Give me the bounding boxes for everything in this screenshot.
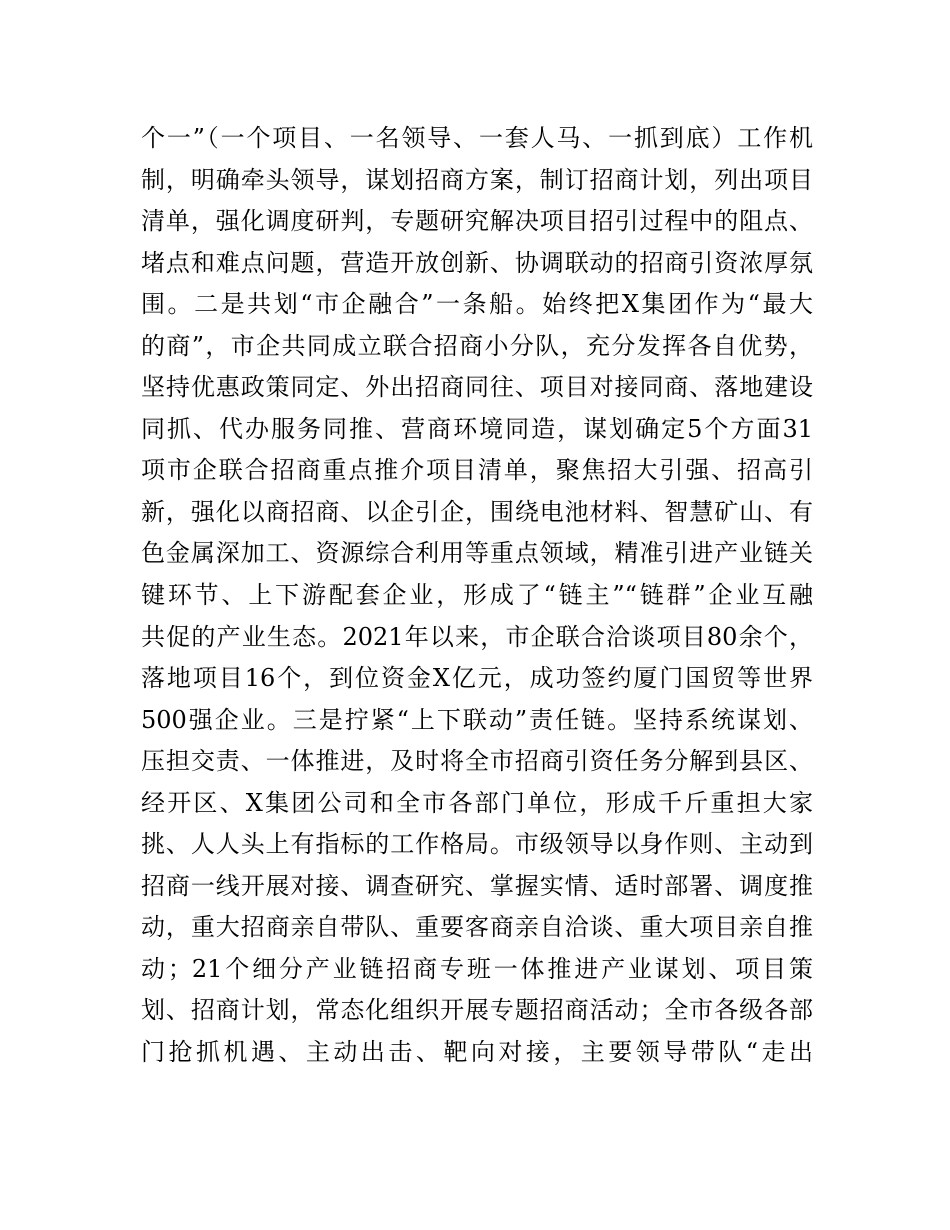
text-line-20: 动，重大招商亲自带队、重要客商亲自洽谈、重大项目亲自推 (141, 913, 813, 942)
text-line-17: 经开区、X集团公司和全市各部门单位，形成千斤重担大家 (141, 788, 813, 817)
text-line-16: 压担交责、一体推进，及时将全市招商引资任务分解到县区、 (141, 747, 813, 776)
text-line-9: 项市企联合招商重点推介项目清单，聚焦招大引强、招高引 (141, 456, 813, 485)
text-line-5: 围。二是共划“市企融合”一条船。始终把X集团作为“最大 (141, 290, 813, 319)
document-body (141, 118, 813, 1074)
text-line-18: 挑、人人头上有指标的工作格局。市级领导以身作则、主动到 (141, 830, 813, 859)
text-line-23: 门抢抓机遇、主动出击、靶向对接，主要领导带队“走出 (141, 1038, 813, 1067)
text-line-13: 共促的产业生态。2021年以来，市企联合洽谈项目80余个， (141, 622, 813, 651)
text-line-11: 色金属深加工、资源综合利用等重点领域，精准引进产业链关 (141, 539, 813, 568)
text-line-12: 键环节、上下游配套企业，形成了“链主”“链群”企业互融 (141, 581, 813, 610)
text-line-6: 的商”，市企共同成立联合招商小分队，充分发挥各自优势， (141, 331, 813, 360)
text-line-8: 同抓、代办服务同推、营商环境同造，谋划确定5个方面31 (141, 414, 813, 443)
text-line-2: 制，明确牵头领导，谋划招商方案，制订招商计划，列出项目 (141, 165, 813, 194)
text-line-19: 招商一线开展对接、调查研究、掌握实情、适时部署、调度推 (141, 871, 813, 900)
text-line-4: 堵点和难点问题，营造开放创新、协调联动的招商引资浓厚氛 (141, 248, 813, 277)
text-line-10: 新，强化以商招商、以企引企，围绕电池材料、智慧矿山、有 (141, 497, 813, 526)
text-line-1: 个一”（一个项目、一名领导、一套人马、一抓到底）工作机 (141, 124, 813, 152)
text-line-22: 划、招商计划，常态化组织开展专题招商活动；全市各级各部 (141, 996, 813, 1025)
text-line-3: 清单，强化调度研判，专题研究解决项目招引过程中的阻点、 (141, 207, 813, 236)
text-line-14: 落地项目16个，到位资金X亿元，成功签约厦门国贸等世界 (141, 664, 813, 693)
text-line-21: 动；21个细分产业链招商专班一体推进产业谋划、项目策 (141, 954, 813, 983)
text-line-15: 500强企业。三是拧紧“上下联动”责任链。坚持系统谋划、 (141, 705, 813, 734)
text-line-7: 坚持优惠政策同定、外出招商同往、项目对接同商、落地建设 (141, 373, 813, 402)
